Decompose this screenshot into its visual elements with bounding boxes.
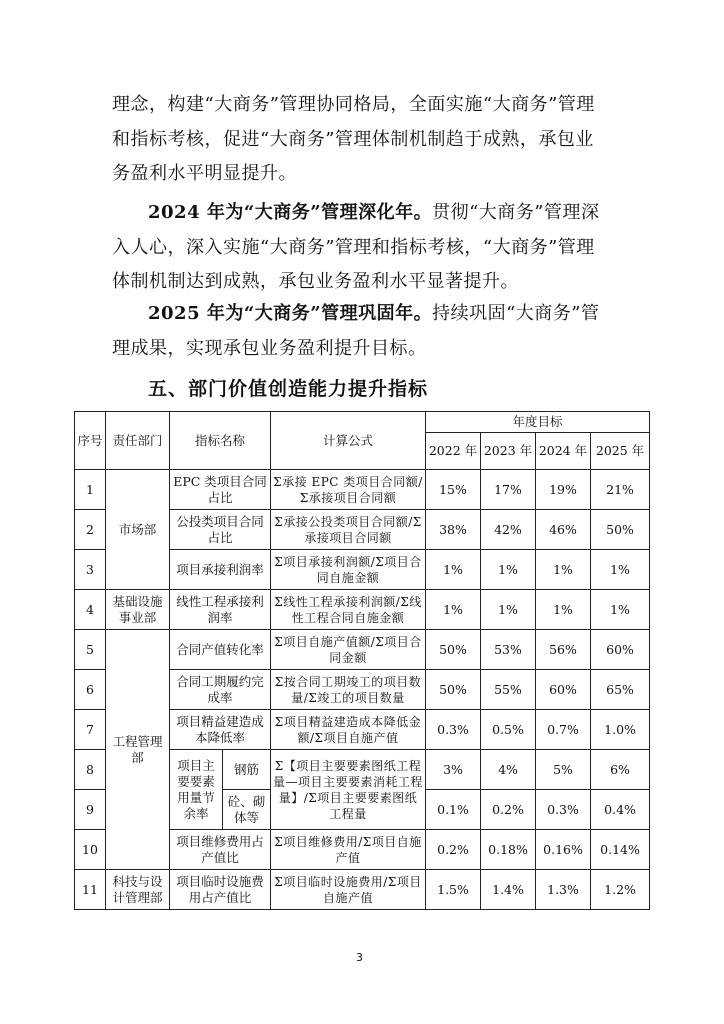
target-cell: 3% xyxy=(426,750,481,790)
target-cell: 0.14% xyxy=(591,830,650,870)
table-row xyxy=(75,590,650,630)
paragraph-2024 xyxy=(112,196,612,300)
header-dept: 责任部门 xyxy=(106,412,170,470)
target-cell: 1% xyxy=(536,550,591,590)
target-cell: 46% xyxy=(536,510,591,550)
target-cell: 1% xyxy=(426,590,481,630)
target-cell: 1% xyxy=(481,550,536,590)
indicator-group-cell: 项目主要要素用量节余率 xyxy=(170,750,223,830)
target-cell: 1% xyxy=(481,590,536,630)
indicator-cell: EPC 类项目合同占比 xyxy=(170,470,271,510)
row-seq: 6 xyxy=(75,670,106,710)
indicator-cell: 项目精益建造成本降低率 xyxy=(170,710,271,750)
formula-cell: Σ项目临时设施费用/Σ项目自施产值 xyxy=(271,870,426,910)
indicator-sub-cell: 钢筋 xyxy=(223,750,271,790)
header-formula: 计算公式 xyxy=(271,412,426,470)
row-seq: 5 xyxy=(75,630,106,670)
target-cell: 15% xyxy=(426,470,481,510)
row-seq: 8 xyxy=(75,750,106,790)
paragraph-intro xyxy=(112,88,612,192)
target-cell: 0.5% xyxy=(481,710,536,750)
target-cell: 0.2% xyxy=(426,830,481,870)
table-row xyxy=(75,630,650,670)
target-cell: 0.3% xyxy=(536,790,591,830)
formula-cell: Σ项目维修费用/Σ项目自施产值 xyxy=(271,830,426,870)
target-cell: 4% xyxy=(481,750,536,790)
row-seq: 4 xyxy=(75,590,106,630)
row-seq: 2 xyxy=(75,510,106,550)
target-cell: 5% xyxy=(536,750,591,790)
header-year: 2025 年 xyxy=(591,433,650,470)
header-seq: 序号 xyxy=(75,412,106,470)
target-cell: 0.16% xyxy=(536,830,591,870)
target-cell: 6% xyxy=(591,750,650,790)
target-cell: 1.5% xyxy=(426,870,481,910)
target-cell: 21% xyxy=(591,470,650,510)
target-cell: 17% xyxy=(481,470,536,510)
target-cell: 1% xyxy=(426,550,481,590)
header-year: 2022 年 xyxy=(426,433,481,470)
target-cell: 42% xyxy=(481,510,536,550)
table-row xyxy=(75,470,650,510)
row-seq: 3 xyxy=(75,550,106,590)
target-cell: 0.2% xyxy=(481,790,536,830)
indicator-cell: 项目临时设施费用占产值比 xyxy=(170,870,271,910)
header-year: 2023 年 xyxy=(481,433,536,470)
formula-cell: Σ项目承接利润额/Σ项目合同自施金额 xyxy=(271,550,426,590)
target-cell: 60% xyxy=(591,630,650,670)
target-cell: 65% xyxy=(591,670,650,710)
page-number: 3 xyxy=(356,951,363,964)
paragraph-2024-text: 贯彻“大商务”管理深入人心，深入实施“大商务”管理和指标考核，“大商务”管理体制机制达到成熟，承包业务盈利水平显著提升。 xyxy=(112,202,600,292)
target-cell: 0.4% xyxy=(591,790,650,830)
paragraph-2025-heading: 2025 年为“大商务”管理巩固年。 xyxy=(148,303,433,324)
indicator-cell: 线性工程承接利润率 xyxy=(170,590,271,630)
target-cell: 50% xyxy=(426,670,481,710)
target-cell: 50% xyxy=(426,630,481,670)
target-cell: 0.7% xyxy=(536,710,591,750)
dept-cell: 市场部 xyxy=(106,470,170,590)
target-cell: 0.3% xyxy=(426,710,481,750)
dept-cell: 工程管理部 xyxy=(106,630,170,870)
dept-cell: 科技与设计管理部 xyxy=(106,870,170,910)
indicator-cell: 公投类项目合同占比 xyxy=(170,510,271,550)
target-cell: 1% xyxy=(591,590,650,630)
target-cell: 0.18% xyxy=(481,830,536,870)
header-annual-target: 年度目标 xyxy=(426,412,650,433)
target-cell: 1.3% xyxy=(536,870,591,910)
target-cell: 53% xyxy=(481,630,536,670)
paragraph-2024-heading: 2024 年为“大商务”管理深化年。 xyxy=(148,202,433,223)
formula-cell: Σ线性工程承接利润额/Σ线性工程合同自施金额 xyxy=(271,590,426,630)
target-cell: 60% xyxy=(536,670,591,710)
row-seq: 11 xyxy=(75,870,106,910)
dept-cell: 基础设施事业部 xyxy=(106,590,170,630)
row-seq: 9 xyxy=(75,790,106,830)
target-cell: 0.1% xyxy=(426,790,481,830)
target-cell: 1.2% xyxy=(591,870,650,910)
row-seq: 1 xyxy=(75,470,106,510)
formula-cell: Σ按合同工期竣工的项目数量/Σ竣工的项目数量 xyxy=(271,670,426,710)
formula-cell: Σ【项目主要要素图纸工程量—项目主要要素消耗工程量】/Σ项目主要要素图纸工程量 xyxy=(271,750,426,830)
indicator-cell: 项目承接利润率 xyxy=(170,550,271,590)
target-cell: 1.0% xyxy=(591,710,650,750)
target-cell: 50% xyxy=(591,510,650,550)
table-row xyxy=(75,870,650,910)
indicator-sub-cell: 砼、砌体等 xyxy=(223,790,271,830)
paragraph-text: 理念，构建“大商务”管理协同格局，全面实施“大商务”管理和指标考核，促进“大商务”管理体制机制趋于成熟，承包业务盈利水平明显提升。 xyxy=(112,94,595,184)
indicator-cell: 合同产值转化率 xyxy=(170,630,271,670)
target-cell: 1.4% xyxy=(481,870,536,910)
row-seq: 7 xyxy=(75,710,106,750)
section-title: 五、部门价值创造能力提升指标 xyxy=(148,378,429,400)
formula-cell: Σ项目自施产值额/Σ项目合同金额 xyxy=(271,630,426,670)
header-year: 2024 年 xyxy=(536,433,591,470)
target-cell: 56% xyxy=(536,630,591,670)
formula-cell: Σ承接公投类项目合同额/Σ承接项目合同额 xyxy=(271,510,426,550)
indicator-table xyxy=(74,411,650,910)
indicator-cell: 项目维修费用占产值比 xyxy=(170,830,271,870)
paragraph-2025 xyxy=(112,297,612,366)
header-indicator: 指标名称 xyxy=(170,412,271,470)
paragraph-2025-text: 持续巩固“大商务”管理成果，实现承包业务盈利提升目标。 xyxy=(112,303,600,359)
target-cell: 55% xyxy=(481,670,536,710)
indicator-cell: 合同工期履约完成率 xyxy=(170,670,271,710)
target-cell: 1% xyxy=(536,590,591,630)
target-cell: 19% xyxy=(536,470,591,510)
target-cell: 38% xyxy=(426,510,481,550)
formula-cell: Σ承接 EPC 类项目合同额/Σ承接项目合同额 xyxy=(271,470,426,510)
target-cell: 1% xyxy=(591,550,650,590)
row-seq: 10 xyxy=(75,830,106,870)
formula-cell: Σ项目精益建造成本降低金额/Σ项目自施产值 xyxy=(271,710,426,750)
